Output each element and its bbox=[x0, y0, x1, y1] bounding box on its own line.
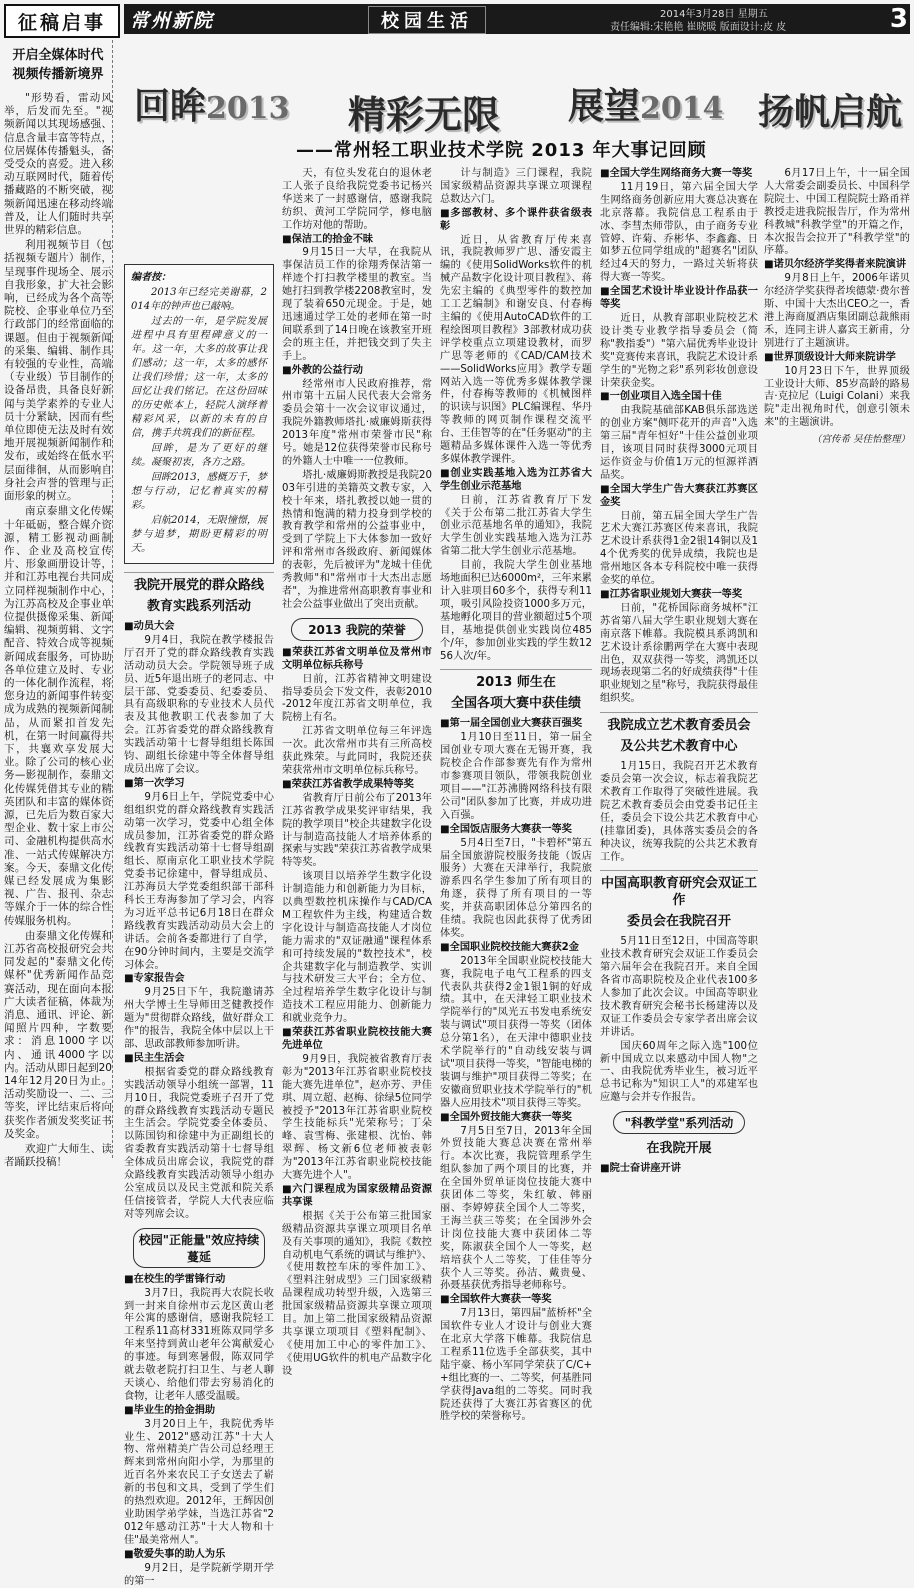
item-heading: ■荣获江苏省教学成果特等奖 bbox=[282, 778, 414, 790]
item-heading: ■敬爱失事的助人为乐 bbox=[124, 1548, 226, 1560]
item-heading: ■全国软件大赛获一等奖 bbox=[440, 1294, 552, 1306]
section-pill-heading: "科教学堂"系列活动 bbox=[613, 1111, 745, 1134]
left-paragraph: 欢迎广大师生、读者踊跃投稿！ bbox=[4, 1143, 112, 1169]
article-paragraph: 日前，第五届全国大学生广告艺术大赛江苏赛区传来喜讯，我院艺术设计系获得1金2银14铜以及14个优秀奖的优异成绩，我院也是常州地区各本专科院校中唯一获得金奖的单位。 bbox=[600, 510, 758, 587]
editor-note-line: 启航2014，无限憧憬，展梦与追梦，期盼更精彩的明天。 bbox=[131, 515, 267, 554]
item-heading: ■诺贝尔经济学奖得者来院演讲 bbox=[764, 259, 907, 271]
article-paragraph: 11月19日，第六届全国大学生网络商务创新应用大赛总决赛在北京落幕。我院信息工程系由于冰、李彗杰师带队，由子商务专业管婷、许菊、乔彬华、李鑫鑫、日如梦五位同学组成的"超赛名"团队经过4天的努力，一路过关斩将获得大赛一等奖。 bbox=[600, 181, 758, 284]
item-heading: ■江苏省职业规划大赛获一等奖 bbox=[600, 589, 743, 600]
column-4 bbox=[600, 168, 758, 1175]
item-heading: ■在校生的学雷锋行动 bbox=[124, 1273, 226, 1285]
article-paragraph: 7月13日，第四届"蓝桥杯"全国软件专业人才设计与创业大赛在北京大学落下帷幕。我院信息工程系11位选手全部获奖，其中陆宇豪、杨小军同学荣获了C/C++组比赛的一、二等奖，何基胜同学获得Java组的二等奖。同时我院还获得了大赛江苏省赛区的优胜学校的荣誉称号。 bbox=[440, 1308, 592, 1423]
article-paragraph: 日前，江苏省精神文明建设指导委员会下发文件，表彰2010-2012年度江苏省文明单位，我院榜上有名。 bbox=[282, 673, 432, 724]
item-heading: ■保洁工的拾金不昧 bbox=[282, 233, 374, 245]
editor-note-line: 过去的一年，是学院发展进程中具有里程碑意义的一年。这一年，大多的故事让我们感动；这一年，太多的感怀让我们珍惜；这一年，太多的回忆让我们铭记。在这份回味的历史帐本上，轻院人演绎着精彩风采，以新的未有的自信，携手共筑我们的新征程。 bbox=[131, 316, 267, 439]
section-title: 校园生活 bbox=[368, 6, 486, 34]
section-heading: 我院成立艺术教育委员会 bbox=[600, 712, 758, 734]
article-paragraph: 根据省委党的群众路线教育实践活动领导小组统一部署，11月10日，我院党委班子召开了党的群众路线教育实践活动专题民主生活会。学院党委全体委员、以陈国钧和徐建中为正副组长的省委教育实践活动第十七督导组全体成员出席会议，我院党的群众路线教育实践活动领导小组办公室成员以及民主党派和院关系任信接管者，学院人大代表应临对等列席会议。 bbox=[124, 1066, 274, 1220]
section-subheading: 全国各项大赛中获佳绩 bbox=[450, 696, 581, 712]
article-paragraph: 塔扎·威廉姆斯教授是我院2003年引进的美籍英文教专家，入校十年来，塔扎教授以她一贯的热情和饱满的精力投身到学校的教育教学和常州的公益事业中，受到了学院上下大体参加一致好评和常州市各级政府、新闻媒体的表彰，先后被评为"龙城十佳优秀教师"和"常州市十大杰出志愿者"，为推进常州高职教育事业和社会公益事业做出了突出贡献。 bbox=[282, 469, 432, 610]
item-heading: ■专家报告会 bbox=[124, 973, 185, 985]
article-paragraph: 根据《关于公布第三批国家级精品资源共享课立项项目名单及有关事项的通知》，我院《数控自动机电气系统的调试与维护》、《使用数控车床的零件加工》、《塑料注射成型》三门国家级精品课程成功转型升级，入选第三批国家级精品资源共享课立项项目。加上第二批国家级精品资源共享课立项项目《塑料配制》、《使用加工中心的零件加工》、《使用UG软件的机电产品数字化设 bbox=[282, 1210, 432, 1377]
masthead bbox=[0, 0, 914, 38]
section-heading: 我院开展党的群众路线 bbox=[124, 572, 274, 594]
editor-note-line: 2013年已经完美谢幕，2014年的钟声也已敲响。 bbox=[131, 287, 267, 312]
page-number: 3 bbox=[889, 4, 908, 34]
section-heading: 中国高职教育研究会双证工作 bbox=[600, 870, 758, 909]
left-title-line2: 视频传播新境界 bbox=[12, 67, 104, 82]
paper-name: 常州新院 bbox=[130, 10, 215, 32]
article-paragraph: 10月23日下午，世界顶级工业设计大师、85岁高龄的路易吉·克拉尼（Luigi Colani）来我院"走出视角时代，创意引领未来"的主题演讲。 bbox=[764, 365, 910, 429]
article-paragraph: 目前，我院大学生创业基地场地面积已达6000m²，三年来累计入驻项目60多个，获得专利11项，吸引风险投资1000多万元，基地孵化项目的营业额超过5个项目，基地提供创业实践岗位485个/年，参加创业实践的学生数1256人次/年。 bbox=[440, 560, 592, 662]
article-paragraph: 由我院基础部KAB俱乐部选送的创业方案"侧吓花开的声音"入选第三届"青年恒好"十佳公益创业项目，该项目同时获得3000元项目运作资金与价值1万元的恒源祥酒品奖。 bbox=[600, 405, 758, 481]
article-paragraph: 9月4日，我院在教学楼报告厅召开了党的群众路线教育实践活动动员大会。学院领导班子成员、近5年退出班子的老同志、中层干部、党委委员、纪委委员、具有高级职称的专业技术人员代表及其他教职工代表参加了大会。江苏省委党的群众路线教育实践活动第十七督导组组长陈国钧、副组长徐建中等全体督导组成员出席了会议。 bbox=[124, 634, 274, 775]
article-paragraph: 日前，"花桥国际商务城杯"江苏省第八届大学生职业规划大赛在南京落下帷幕。我院模具系鸿凯和艺术设计系徐鹏两学在大赛中表现出色，双双获得一等奖，鸿凯还以现场表现第二名的好成绩获得"十佳职业规划之星"称号，我院获得最佳组织奖。 bbox=[600, 602, 758, 705]
left-paragraph: 由泰鼎文化传媒和江苏省高校报研究会共同发起的"泰鼎文化传媒杯"优秀新闻作品竞赛活动，现在面向本报广大读者征稿，体裁为消息、通讯、评论、新闻照片四种，字数要求：消息1000字以内、通讯4000字以内。活动从即日起到2014年12月20日为止。活动奖励设一、二、三等奖，评比结束后将向获奖作者颁发奖奖证书及奖金。 bbox=[4, 929, 112, 1140]
article-paragraph: 省教育厅日前公布了2013年江苏省教学成果奖评审结果，我院的教学项目"校企共建数字化设计与制造高技能人才培养体系的探索与实践"荣获江苏省教学成果特等奖。 bbox=[282, 792, 432, 869]
section-subheading: 委员会在我院召开 bbox=[626, 914, 731, 930]
article-paragraph: 1月15日，我院召开艺术教育委员会第一次会议，标志着我院艺术教育工作取得了突破性进展。我院艺术教育委员会由党委书记任主任，委员会下设公共艺术教育中心(挂靠团委)，具体落实委员会的各种决议，统筹我院的公共艺术教育工作。 bbox=[600, 761, 758, 863]
headline-banner bbox=[128, 70, 908, 137]
editor-note-line: 回眸2013，感概万千，梦想与行动，记忆着真实的精彩。 bbox=[131, 472, 267, 511]
item-heading: ■全国外贸技能大赛获一等奖 bbox=[440, 1111, 572, 1123]
column-3 bbox=[440, 168, 592, 1423]
compiler-credit: （宫传希 吴佳怡整理） bbox=[811, 434, 910, 446]
article-paragraph: 5月4日至7日，"卡碧杯"第五届全国旅游院校服务技能（饭店服务）大赛在天津举行，我院旅游系四名学生参加了所有项目的角逐，获得了所有项目的一等奖，并获高职团体总分第四名的佳绩。我院也因此获得了优秀团体奖。 bbox=[440, 837, 592, 939]
item-heading: ■世界顶级设计大师来院讲学 bbox=[764, 351, 896, 363]
section-subheading: 及公共艺术教育中心 bbox=[620, 739, 738, 755]
editor-note-line: 回眸，是为了更好的继续。凝聚初衷，各方之路。 bbox=[131, 443, 267, 468]
item-heading: ■全国大学生网络商务大赛一等奖 bbox=[600, 168, 753, 179]
article-paragraph: 近日，从教育部职业院校艺术设计类专业教学指导委员会（简称"教指委"）"第六届优秀毕业设计奖"竞赛传来喜讯，我院艺术设计系学生的"光物之彩"系列彩妆创意设计荣获金奖。 bbox=[600, 312, 758, 389]
section-heading: 2013 师生在 bbox=[440, 669, 592, 691]
article-columns bbox=[124, 168, 910, 1587]
article-paragraph: 5月11日至12日，中国高等职业技术教育研究会双证工作委员会第六届年会在我院召开。来自全国各省市高职院校及企业代表100多人参加了此次会议。中国高等职业技术教育研究会秘书长杨建涛以及双证工作委员会专家学者出席会议并讲话。 bbox=[600, 936, 758, 1038]
column-2 bbox=[282, 168, 432, 1377]
article-paragraph: 1月10日至11日，第一届全国创业专项大赛在无锡开赛，我院校企合作部参赛先有作为常州市参赛项目领队，带领我院创业项目——"江苏沸腾网络科技有限公司"团队参加了比赛，并成功进入百强。 bbox=[440, 732, 592, 821]
section-subheading: 教育实践系列活动 bbox=[146, 599, 251, 614]
article-paragraph: 该项目以培养学生数字化设计制造能力和创新能力为目标，以典型数控机床操作与CAD/CAM工程软件为主线，构建适合数字化设计与制造高技能人才岗位能力需求的"双证融通"课程体系和可持续发展的"数控技术"，校企共建数字化与制造教学、实训与技术研发三大平台；全方位、全过程培养学生数字化设计与制造技术工程应用能力、创新能力和就业竞争力。 bbox=[282, 871, 432, 1025]
item-heading: ■一创业项目入选全国十佳 bbox=[600, 391, 722, 403]
left-paragraph: "形势看，雷动风举，后发而先至。"视频新闻以其现场感强、信息含量丰富等特点，位居媒体传播魁头，备受受众的喜爱。进入移动互联网时代，随着传播藏路的不断突破，视频新闻迅速在移动终端普及，让人们随时共享世界的精彩信息。 bbox=[4, 92, 112, 237]
masthead-bar bbox=[124, 4, 910, 34]
article-paragraph: 7月5日至7日，2013年全国外贸技能大赛总决赛在常州举行。本次比赛，我院管理系学生组队参加了两个项目的比赛，并在全国外贸单证岗位技能大赛中获团体二等奖，朱红敏、韩丽丽、李婷婷获全国个人二等奖，王海兰获三等奖；在全国涉外会计岗位技能大赛中获团体二等奖，陈淑获全国个人一等奖，赵培培获个人二等奖，丁佳佳等分获个人三等奖。孙洁、戴贵曼、孙聂基获优秀指导老师称号。 bbox=[440, 1125, 592, 1292]
article-paragraph: 3月20日上午，我院优秀毕业生、2012"感动江苏"十大人物、常州精美广告公司总经理王辉来到常州向阳小学，为那里的近百名外来农民工子女送去了崭新的书包和文具，受到了学生们的热烈欢迎。2012年，王辉因创业助困学弟学妹，当选江苏省"2012年感动江苏"十大人物和十佳"最美常州人"。 bbox=[124, 1418, 274, 1546]
left-column-title bbox=[4, 46, 112, 84]
article-paragraph: 9月25日下午，我院邀请苏州大学博士生导师田芝健教授作题为"贯彻群众路线，做好群众工作"的报告，我院全体中层以上干部、思政部教师参加听讲。 bbox=[124, 987, 274, 1050]
headline-part2: 精彩无限 bbox=[348, 92, 501, 137]
item-heading: ■全国饭店服务大赛获一等奖 bbox=[440, 823, 572, 835]
left-paragraph: 南京泰鼎文化传媒十年砥砺，整合媒介资源，精工影视动画制作、企业及高校宣传片、形象画册设计等，并和江苏电视台共同成立同样视频制作中心，为江苏高校及企事业单位提供摄像采集、新闻编辑、视频剪辑、文字配音、特效合成等视频新闻成套服务，可协助各单位建立及时、专业的一体化制作流程，将您身边的新闻事件转变成为成熟的视频新闻制品，从而紧扣首发先机，在第一时间赢得共下，共襄欢享发展大业。除了公司的核心业务—影视制作，泰鼎文化传媒凭借其专业的精英团队和丰富的媒体资源，已先后为数百家大型企业、数十家上市公司、金融机构提供高水准、一站式传媒解决方案。今天，泰鼎文化传媒已经发展成为集影视、广告、报刊、杂志等媒介于一体的综合性传媒服务机构。 bbox=[4, 505, 112, 927]
article-paragraph: 近日，从省教育厅传来喜讯，我院教师罗广思、潘安霞主编的《使用SolidWorks软件的机械产品数字化设计项目教程》、蒋先宏主编的《典型零件的数控加工工艺编制》和谢安良、付春梅主编的《使用AutoCAD软件的工程绘图项目教程》3部教材成功获评学校重点立项建设教材，而罗广思等老师的《CAD/CAM技术——SolidWorks应用》教学专题网站入选一等优秀多媒体教学课件，付春梅等教师的《机械图样的识读与识图》PLC编课程、华丹等教师的网页制作课程交流平台、王佳智等的在"任务驱动"的主题精品多媒体课件入选一等优秀多媒体教学课件。 bbox=[440, 234, 592, 465]
item-heading: ■全国艺术设计毕业设计作品获一等奖 bbox=[600, 286, 758, 311]
item-heading: ■外教的公益行动 bbox=[282, 364, 363, 376]
item-heading: ■全国大学生广告大赛获江苏赛区金奖 bbox=[600, 483, 758, 508]
headline-part4: 扬帆启航 bbox=[758, 91, 903, 133]
item-heading: ■民主生活会 bbox=[124, 1052, 185, 1064]
item-heading: ■动员大会 bbox=[124, 621, 175, 632]
item-heading: ■第一次学习 bbox=[124, 777, 185, 789]
headline-subtitle: ——常州轻工职业技术学院 2013 年大事记回顾 bbox=[296, 140, 707, 161]
article-paragraph: 9月15日一大早，在我院从事保洁员工作的徐翔秀保洁第一样迹个打扫教学楼里的教室。当她打扫到教学楼2208教室时，发现了装着650元现金。于是，她迅速通过学工处的老师在第一时间联系到了14日晚在该教室开班会的班主任，并把钱交到了失主手上。 bbox=[282, 247, 432, 362]
item-heading: ■六门课程成为国家级精品资源共享课 bbox=[282, 1183, 432, 1208]
article-paragraph: 6月17日上午，十一届全国人大常委会副委员长、中国科学院院士、中国工程院院士路甬祥教授走进我院报告厅，作为常州科教城"科教学堂"的开篇之作，本次报告会拉开了"科教学堂"的序幕。 bbox=[764, 168, 910, 257]
column-5 bbox=[764, 168, 910, 1158]
article-paragraph: 9月6日上午，学院党委中心组组织党的群众路线教育实践活动第一次学习，党委中心组全体成员参加，江苏省委党的群众路线教育实践活动第十七督导组副组长、原南京化工职业技术学院党委书记徐建中，督导组成员、江苏海员大学党委组织部干部科科长王寿海参加了学习会，内容为习近平总书记6月18日在群众路线教育实践活动动员大会上的讲话。会前各委都进行了自学，在90分钟时间内，主要是交流学习体会。 bbox=[124, 791, 274, 971]
article-paragraph: 经常州市人民政府推荐，常州市第十五届人民代表大会常务委员会第十一次会议审议通过，我院外籍教师塔扎·威廉姆斯获得2013年度"常州市荣誉市民"称号。她是12位获得荣誉市民称号的外籍人士中唯一一位教师。 bbox=[282, 378, 432, 467]
article-paragraph: 国庆60周年之际入选"100位新中国成立以来感动中国人物"之一、由我院优秀毕业生，被习近平总书记称为"知识工人"的邓建军也应邀与会并专作报告。 bbox=[600, 1040, 758, 1104]
left-paragraph: 利用视频节目（包括视频专题片）制作，呈现事件现场全、展示自我形象，扩大社会影响，已经成为各个高等院校、企事业单位乃至行政部门的经常面临的课题。但由于视频新闻的采集、编辑、制作具有较强的专业性，高端（专业级）节目制作的设备昂贵，具备良好新闻与美学素养的专业人员十分紧缺，因而有些单位即使无法及时有效地开展视频新闻制作和发布，或始终在低水平层面徘徊，从而影响自身社会声誉的管理与正面形象的树立。 bbox=[4, 239, 112, 503]
left-column bbox=[4, 40, 113, 1169]
item-heading: ■全国职业院校技能大赛获2金 bbox=[440, 941, 579, 953]
item-heading: ■创业实践基地入选为江苏省大学生创业示范基地 bbox=[440, 467, 592, 492]
section-pill-heading: 校园"正能量"效应持续蔓延 bbox=[133, 1228, 265, 1268]
article-paragraph: 江苏省文明单位每三年评选一次。此次常州市共有三所高校获此殊荣。与此同时，我院还获荣获常州市文明单位标兵称号。 bbox=[282, 726, 432, 776]
item-heading: ■荣获江苏省文明单位及常州市文明单位标兵称号 bbox=[282, 646, 432, 671]
left-title-line1: 开启全媒体时代 bbox=[12, 48, 104, 63]
column-1 bbox=[124, 168, 274, 1587]
issue-date: 2014年3月28日 星期五 bbox=[660, 9, 768, 20]
article-paragraph: 3月7日，我院再大农院长收到一封来自徐州市云龙区黄山老年公寓的感谢信，感谢我院轻工工程系11高材331班陈双同学多年来坚持到黄山老年公寓献爱心的事迹。每到寒暑假，陈双同学就去敬老院打扫卫生、与老人聊天谈心、给他们带去穷易消化的食物，让老年人感受温暖。 bbox=[124, 1287, 274, 1402]
headline-part3: 展望2014 bbox=[568, 85, 724, 127]
article-paragraph: 9月8日上午，2006年诺贝尔经济学奖获得者埃德蒙·费尔普斯、中国十大杰出CEO之一，香港上海商厦酒店集团副总裁熊雨禾，连同主讲人嘉宾王新甫，分别进行了主题演讲。 bbox=[764, 273, 910, 349]
article-paragraph: 2013年全国职业院校技能大赛，我院电子电气工程系的四支代表队共获得2金1银1铜的好成绩。其中，在天津轻工职业技术学院举行的"凤光五书发电系统安装与调试"项目获得一等奖（团体总分第1名），在天津中德职业技术学院举行的"自动线安装与调试"项目获得一等奖，"智能电梯的装调与维护"项目获得二等奖；在安徽商贸职业技术学院举行的"机器人应用技术"项目获得三等奖。 bbox=[440, 955, 592, 1109]
editor-credits: 责任编辑:宋艳艳 崔晓暖 版面设计:皮 皮 bbox=[610, 22, 787, 33]
item-heading: ■多部教材、多个课件获省级表彰 bbox=[440, 207, 592, 232]
article-paragraph: 日前，江苏省教育厅下发《关于公布第二批江苏省大学生创业示范基地名单的通知》，我院大学生创业实践基地入选为江苏省第二批大学生创业示范基地。 bbox=[440, 494, 592, 558]
item-heading: ■院士奋讲座开讲 bbox=[600, 1163, 681, 1175]
section-subheading: 在我院开展 bbox=[646, 1141, 712, 1157]
section-pill-heading: 2013 我院的荣誉 bbox=[291, 618, 423, 641]
item-heading: ■荣获江苏省职业院校技能大赛先进单位 bbox=[282, 1027, 432, 1051]
headline-part1: 回眸2013 bbox=[134, 85, 290, 127]
item-heading: ■毕业生的拾金捐助 bbox=[124, 1404, 216, 1416]
call-for-papers-box: 征稿启事 bbox=[4, 4, 120, 38]
item-heading: ■第一届全国创业大赛获百强奖 bbox=[440, 718, 583, 730]
editor-note bbox=[124, 264, 274, 564]
article-paragraph: 天，有位头发花白的退休老工人张子良给我院党委书记杨兴华送来了一封感谢信，感谢我院纺织、黄河工学院同学，修电脑工作坊对他的帮助。 bbox=[282, 168, 432, 231]
article-paragraph: 9月2日，是学院新学期开学的第一 bbox=[124, 1562, 274, 1587]
article-paragraph: 9月9日，我院被省教育厅表彰为"2013年江苏省职业院校技能大赛先进单位"，赵亦芳、尹佳琪、周立超、赵梅、徐绿5位同学被授予"2013年江苏省职业院校学生技能标兵"光荣称号；丁朵峰、袁雪梅、张建根、沈怡、韩翠辉、杨文新6位老师被表彰为"2013年江苏省职业院校技能大赛先进个人"。 bbox=[282, 1053, 432, 1182]
editor-note-line: 编者按： bbox=[131, 272, 171, 283]
article-paragraph: 计与制造》三门课程，我院国家级精品资源共享课立项课程总数达六门。 bbox=[440, 168, 592, 205]
